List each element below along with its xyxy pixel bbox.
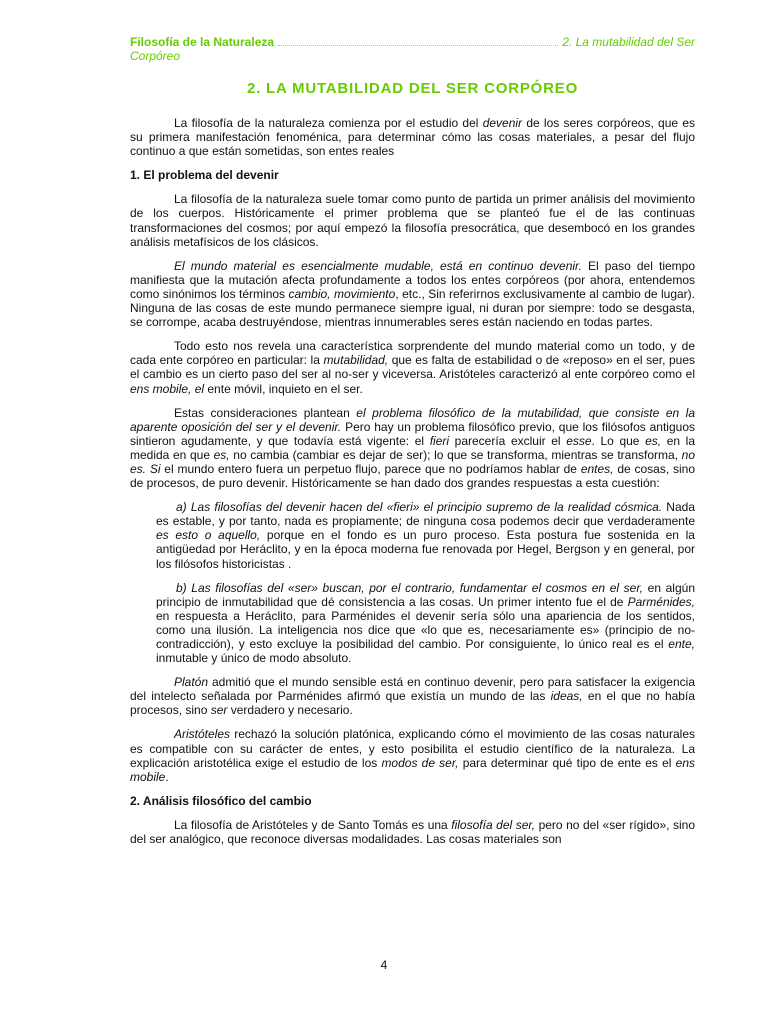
header-chapter-title-cont: Corpóreo xyxy=(130,49,181,63)
chapter-title: 2. LA MUTABILIDAD DEL SER CORPÓREO xyxy=(246,80,579,97)
page-number: 4 xyxy=(380,958,388,972)
body-text xyxy=(130,116,695,846)
paragraph-4: Todo esto nos revela una característica sorprendente del mundo material como un todo, y de cada ente corpóreo en particular: la mutabilidad, que es falta de estabilidad o de «reposo» en el ser, pues el cambio es un cierto paso del ser al no-ser y viceversa. Aristóteles caracterizó al ente corpóreo como el ens mobile, el ente móvil, inquieto en el ser. xyxy=(130,339,695,396)
header-book-title: Filosofía de la Naturaleza xyxy=(130,35,275,49)
paragraph-5: Estas consideraciones plantean el problema filosófico de la mutabilidad, que consiste en la aparente oposición del ser y el devenir. Pero hay un problema filosófico previo, que los filósofos antiguos sintieron agudamente, y que todavía está vigente: el fieri parecería excluir el esse. Lo que es, en la medida en que es, no cambia (cambiar es dejar de ser); lo que se transforma, mientras se transforma, no es. Si el mundo entero fuera un perpetuo flujo, parece que no podríamos hablar de entes, de cosas, sino de procesos, de puro devenir. Históricamente se han dado dos grandes respuestas a esta cuestión: xyxy=(130,405,696,491)
paragraph-platon: Platón admitió que el mundo sensible está en continuo devenir, pero para satisfacer la exigencia del intelecto señalada por Parménides afirmó que existía un mundo de las ideas, en el que no había procesos, sino ser verdadero y necesario. xyxy=(130,675,695,718)
section-heading-2: 2. Análisis filosófico del cambio xyxy=(130,793,312,808)
paragraph-8: La filosofía de Aristóteles y de Santo Tomás es una filosofía del ser, pero no del «ser rígido», sino del ser analógico, que reconoce diversas modalidades. Las cosas materiales son xyxy=(130,817,696,847)
paragraph-intro: La filosofía de la naturaleza comienza por el estudio del devenir de los seres corpóreos, que es su primera manifestación fenoménica, para determinar cómo las cosas materiales, a pesar del flujo continuo a que están sometidas, son entes reales xyxy=(130,116,695,159)
list-item-b: b) Las filosofías del «ser» buscan, por el contrario, fundamentar el cosmos en el ser, en algún principio de inmutabilidad que dé consistencia a las cosas. Un primer intento fue el de Parménides, en respuesta a Heráclito, para Parménides el devenir sería sólo una apariencia de los sentidos, como una ilusión. La inteligencia nos dice que «lo que es, necesariamente es» (principio de no-contradicción), y esto excluye la posibilidad del cambio. Por consiguiente, lo único real es el ente, inmutable y único de modo absoluto. xyxy=(156,580,695,666)
paragraph-3: El mundo material es esencialmente mudable, está en continuo devenir. El paso del tiempo manifiesta que la mutación afecta profundamente a todos los entes corpóreos (por ahora, entendemos como sinónimos los términos cambio, movimiento, etc., Sin referirnos exclusivamente al cambio de lugar). Ninguna de las cosas de este mundo permanece siempre igual, ni duran por siempre: todo se desgasta, se corrompe, acaba destruyéndose, mientras innumerables seres están naciendo en todas partes. xyxy=(130,258,696,330)
list-item-a: a) Las filosofías del devenir hacen del «fieri» el principio supremo de la realidad cósmica. Nada es estable, y por tanto, nada es propiamente; de ninguna cosa podemos decir que verdaderamente es esto o aquello, porque en el fondo es un puro proceso. Esta postura fue sostenida en la antigüedad por Heráclito, y en la época moderna fue renovada por Hegel, Bergson y en general, por los filósofos historicistas . xyxy=(156,500,695,571)
paragraph-2: La filosofía de la naturaleza suele tomar como punto de partida un primer análisis del movimiento de los cuerpos. Históricamente el primer problema que se planteó fue el de las continuas transformaciones del cosmos; por aquí empezó la filosofía presocrática, que desembocó en los grandes análisis metafísicos de los clásicos. xyxy=(130,192,695,249)
header-chapter-title: 2. La mutabilidad del Ser xyxy=(562,35,695,49)
header-leader-dots xyxy=(278,45,558,46)
paragraph-aristoteles: Aristóteles rechazó la solución platónica, explicando cómo el movimiento de las cosas naturales es compatible con su carácter de entes, y esto posibilita el estudio científico de la naturaleza. La explicación aristotélica exige el estudio de los modos de ser, para determinar qué tipo de ente es el ens mobile. xyxy=(130,727,695,784)
running-header xyxy=(130,35,695,63)
section-heading-1: 1. El problema del devenir xyxy=(130,168,279,183)
